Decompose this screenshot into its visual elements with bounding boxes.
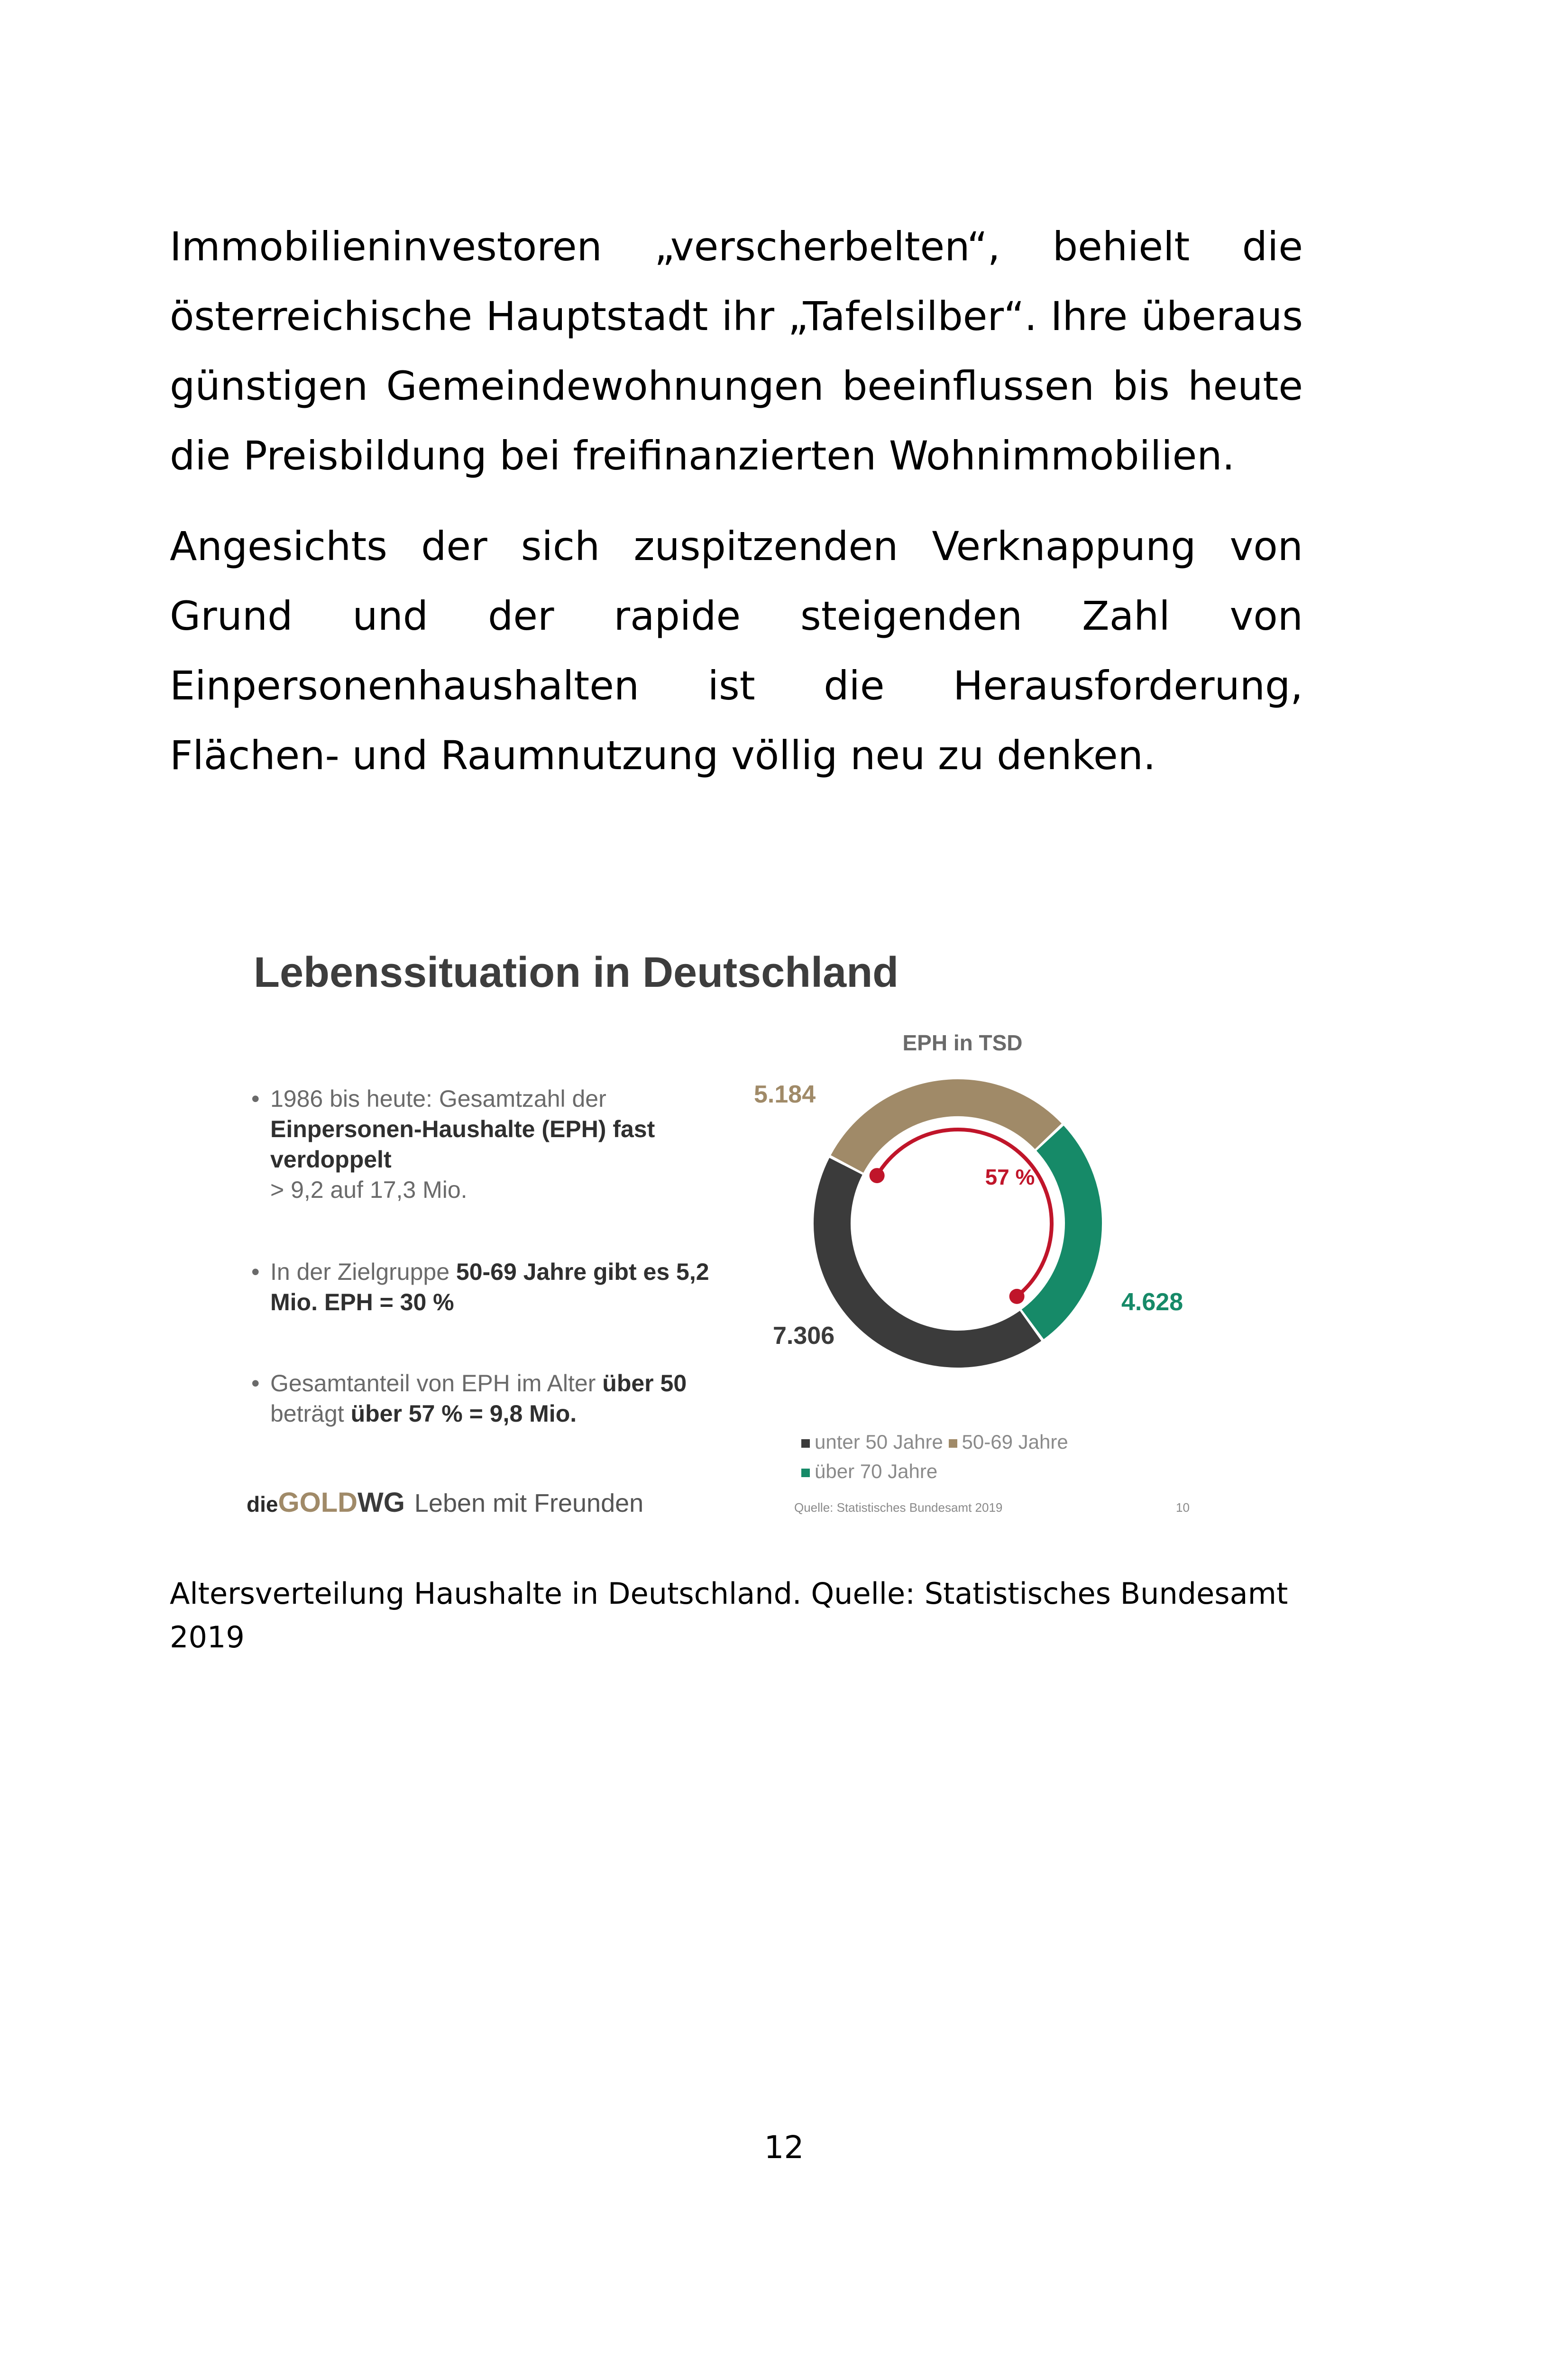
bullet-symbol: • (251, 1085, 260, 1112)
figure-source: Quelle: Statistisches Bundesamt 2019 (794, 1500, 1003, 1515)
bullet-1-text: 1986 bis heute: Gesamtzahl der (270, 1085, 606, 1112)
legend-50-69: 50-69 Jahre (962, 1431, 1068, 1453)
body-paragraph-2: Angesichts der sich zuspitzenden Verknappung von Grund und der rapide steigenden Zahl von Einpersonenhaushalten ist die Herausforderung, Flächen- und Raumnutzung völlig neu zu denken. (170, 523, 1303, 779)
annotation-dot-start (870, 1168, 885, 1183)
bullet-symbol: • (251, 1259, 260, 1285)
bullet-1-detail: > 9,2 auf 17,3 Mio. (270, 1176, 468, 1203)
slide-number: 10 (1176, 1500, 1190, 1515)
legend-over-70: über 70 Jahre (815, 1460, 938, 1482)
value-label-over-70: 4.628 (1121, 1288, 1183, 1316)
donut-slice-ber-70-jahre (1033, 1138, 1083, 1324)
legend-under-50: unter 50 Jahre (815, 1431, 943, 1453)
goldwg-logo (247, 1487, 643, 1518)
annotation-arc (877, 1130, 1052, 1296)
chart-legend (801, 1427, 1068, 1486)
body-paragraph-1: Immobilieninvestoren „verscherbelten“, behielt die österreichische Hauptstadt ihr „Tafelsilber“. Ihre überaus günstigen Gemeindewohnungen beeinflussen bis heute die Preisbildung bei freifinanzierten Wohnimmobilien. (170, 223, 1303, 479)
bullet-3-mid: beträgt (270, 1400, 351, 1427)
legend-swatch-under-50 (801, 1439, 810, 1448)
logo-tagline: Leben mit Freunden (414, 1489, 644, 1517)
value-label-under-50: 7.306 (773, 1322, 835, 1350)
bullet-1-bold: Einpersonen-Haushalte (EPH) fast verdoppelt (270, 1116, 655, 1173)
chart-title: EPH in TSD (902, 1034, 1023, 1055)
bullet-3-bold-age: über 50 (602, 1370, 687, 1397)
annotation-label: 57 % (985, 1165, 1035, 1189)
legend-swatch-over-70 (801, 1469, 810, 1477)
page-number: 12 (764, 2129, 804, 2166)
value-label-50-69: 5.184 (754, 1081, 816, 1108)
infographic-figure (232, 920, 1309, 1536)
bullet-2-text: In der Zielgruppe (270, 1259, 456, 1285)
bullet-point-1 (251, 1084, 716, 1205)
bullet-2-bold: 50-69 Jahre gibt es 5,2 Mio. EPH = 30 % (270, 1259, 709, 1315)
bullet-point-3 (251, 1368, 716, 1429)
annotation-dot-end (1009, 1289, 1025, 1304)
donut-slice-unter-50-jahre (832, 1166, 1031, 1349)
donut-chart (721, 1034, 1223, 1413)
figure-title: Lebenssituation in Deutschland (254, 949, 899, 996)
logo-gold: GOLD (278, 1487, 358, 1518)
logo-wg: WG (358, 1487, 405, 1518)
bullet-3-text: Gesamtanteil von EPH im Alter (270, 1370, 603, 1397)
bullet-point-2 (251, 1257, 716, 1317)
logo-die: die (247, 1492, 278, 1516)
legend-swatch-50-69 (949, 1439, 957, 1448)
figure-caption: Altersverteilung Haushalte in Deutschland. Quelle: Statistisches Bundesamt 2019 (170, 1576, 1288, 1654)
bullet-3-bold-share: über 57 % = 9,8 Mio. (350, 1400, 577, 1427)
bullet-symbol: • (251, 1370, 260, 1397)
